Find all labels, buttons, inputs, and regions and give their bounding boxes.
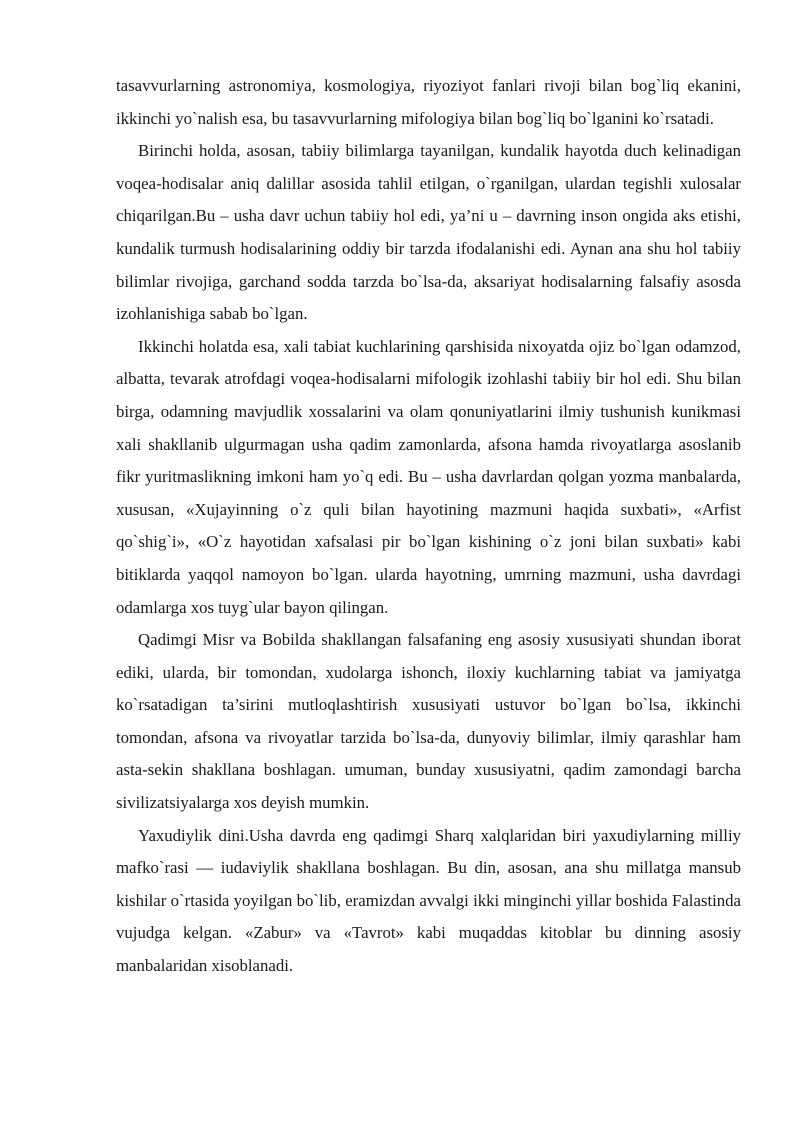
paragraph-continuation: tasavvurlarning astronomiya, kosmologiya, riyoziyot fanlari rivoji bilan bog`liq ekanini, ikkinchi yo`nalish esa, bu tasavvurlarning mifologiya bilan bog`liq bo`lganini ko`rsatadi.: [116, 76, 741, 128]
paragraph-second-case: Ikkinchi holatda esa, xali tabiat kuchlarining qarshisida nixoyatda ojiz bo`lgan odamzod, albatta, tevarak atrofdagi voqea-hodisalarni mifologik izohlashi tabiiy bir hol edi. Shu bilan birga, odamning mavjudlik xossalarini va olam qonuniyatlarini ilmiy tushunish kunikmasi xali shakllanib ulgurmagan usha qadim zamonlarda, afsona hamda rivoyatlarga asoslanib fikr yuritmaslikning imkoni ham yo`q edi. Bu – usha davrlardan qolgan yozma manbalarda, xususan, «Xujayinning o`z quli bilan hayotining mazmuni haqida suxbati», «Arfist qo`shig`i», «O`z hayotidan xafsalasi pir bo`lgan kishining o`z joni bilan suxbati» kabi bitiklarda yaqqol namoyon bo`lgan. ularda hayotning, umrning mazmuni, usha davrdagi odamlarga xos tuyg`ular bayon qilingan.: [116, 336, 741, 617]
paragraph-judaism: Yaxudiylik dini.Usha davrda eng qadimgi Sharq xalqlaridan biri yaxudiylarning milliy mafko`rasi — iudaviylik shakllana boshlagan. Bu din, asosan, ana shu millatga mansub kishilar o`rtasida yoyilgan bo`lib, eramizdan avvalgi ikki minginchi yillar boshida Falastinda vujudga kelgan. «Zabur» va «Tavrot» kabi muqaddas kitoblar bu dinning asosiy manbalaridan xisoblanadi.: [116, 825, 741, 976]
paragraph-first-case: Birinchi holda, asosan, tabiiy bilimlarga tayanilgan, kundalik hayotda duch kelinadigan voqea-hodisalar aniq dalillar asosida tahlil etilgan, o`rganilgan, ulardan tegishli xulosalar chiqarilgan.Bu – usha davr uchun tabiiy hol edi, ya’ni u – davrning inson ongida aks etishi, kundalik turmush hodisalarining oddiy bir tarzda ifodalanishi edi. Aynan ana shu hol tabiiy bilimlar rivojiga, garchand sodda tarzda bo`lsa-da, aksariyat hodisalarning falsafiy asosda izohlanishiga sabab bo`lgan.: [116, 141, 741, 324]
paragraph-egypt-babylon: Qadimgi Misr va Bobilda shakllangan falsafaning eng asosiy xususiyati shundan iborat ediki, ularda, bir tomondan, xudolarga ishonch, iloxiy kuchlarning tabiat va jamiyatga ko`rsatadigan ta’sirini mutloqlashtirish xususiyati ustuvor bo`lgan bo`lsa, ikkinchi tomondan, afsona va rivoyatlar tarzida bo`lsa-da, dunyoviy bilimlar, ilmiy qarashlar ham asta-sekin shakllana boshlagan. umuman, bunday xususiyatni, qadim zamondagi barcha sivilizatsiyalarga xos deyish mumkin.: [116, 630, 741, 813]
document-body: [116, 70, 741, 983]
